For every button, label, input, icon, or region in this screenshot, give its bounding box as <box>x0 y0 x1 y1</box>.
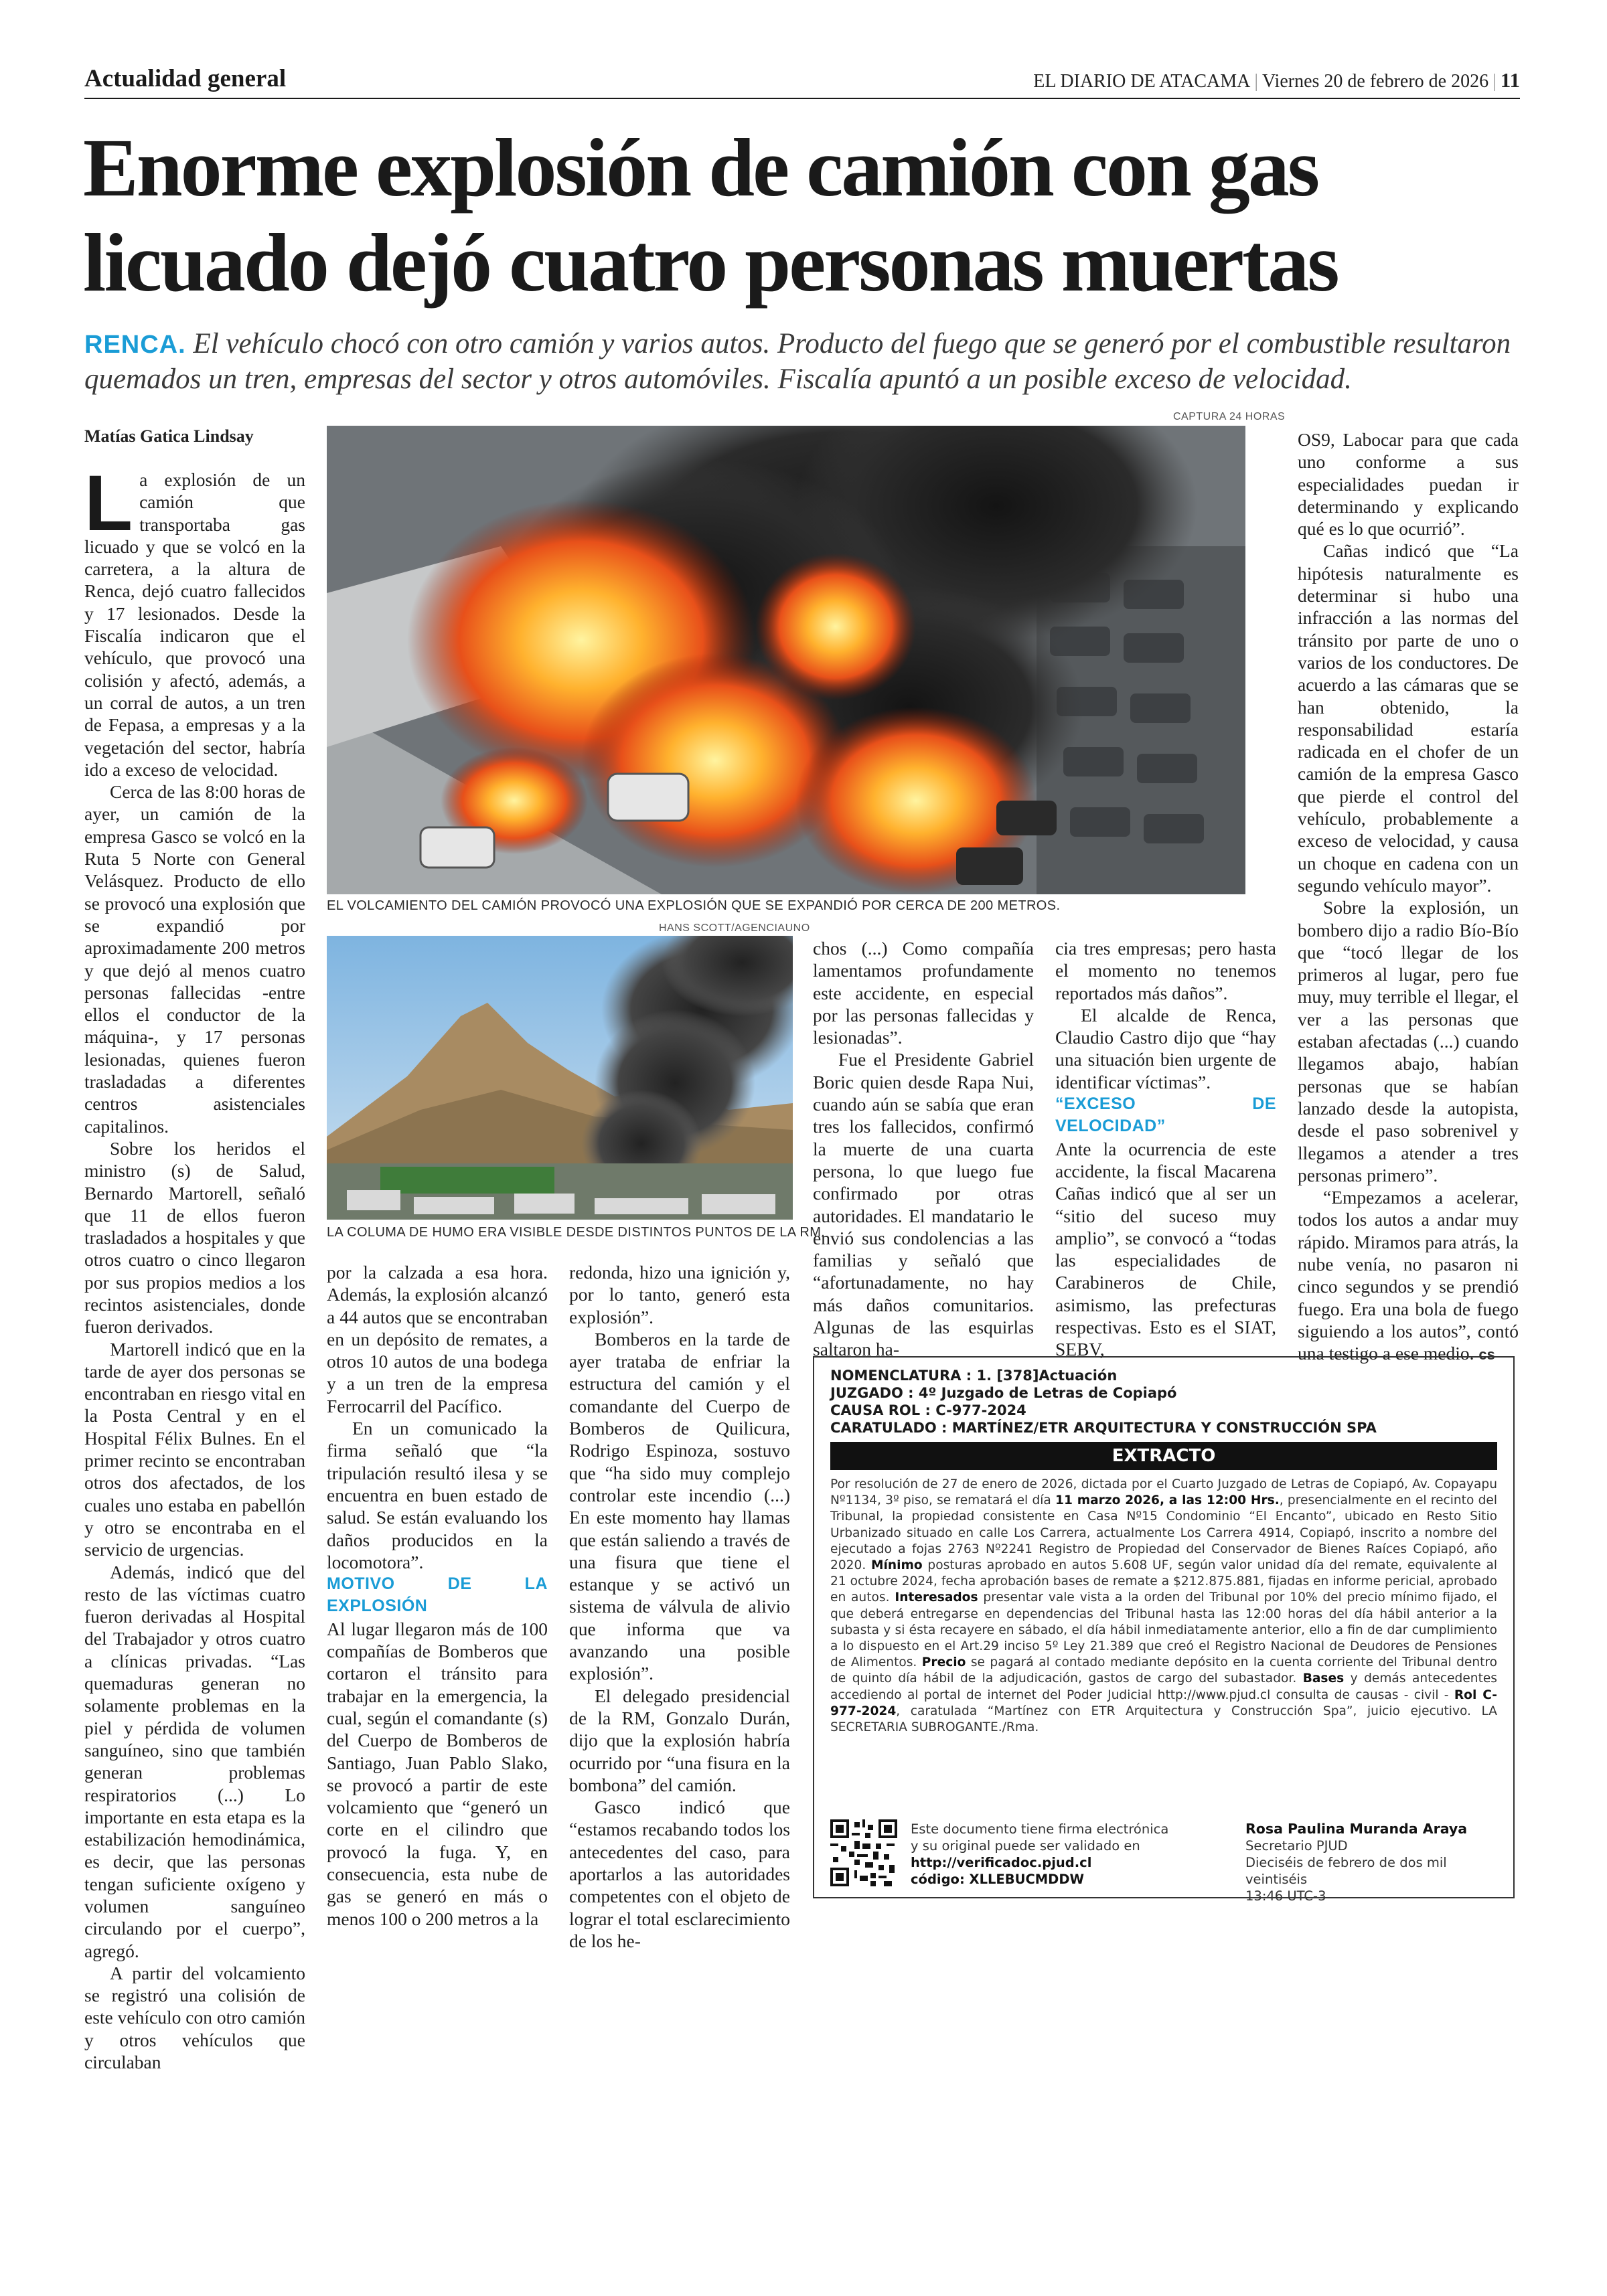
header-rule <box>84 98 1520 99</box>
signer-time: 13:46 UTC-3 <box>1245 1888 1326 1904</box>
subhead-exceso: “EXCESO DE VELOCIDAD” <box>1055 1094 1276 1136</box>
paragraph: Ante la ocurrencia de este accidente, la fiscal Macarena Cañas indicó que al ser un “sitio del suceso muy amplio”, se convocó a “todas las especialidades de Carabineros de Chile, asimismo, las prefecturas respectivas. Esto es el SIAT, SEBV, <box>1055 1138 1276 1360</box>
paragraph: por la calzada a esa hora. Además, la explosión alcanzó a 44 autos que se encontraban en un depósito de remates, a otros 10 autos de una bodega y a un tren de la empresa Ferrocarril del Pacífico. <box>327 1262 548 1416</box>
verification-info: Este documento tiene firma electrónica y su original puede ser validado en http://verificadoc.pjud.cl código: XLLEBUCMDDW <box>911 1821 1169 1887</box>
signer-info <box>1245 1821 1497 1904</box>
page-info: EL DIARIO DE ATACAMA | Viernes 20 de febrero de 2026 | 11 <box>1033 68 1520 92</box>
legal-notice <box>813 1356 1515 1904</box>
photo2-caption: LA COLUMA DE HUMO ERA VISIBLE DESDE DISTINTOS PUNTOS DE LA RM. <box>327 1225 826 1240</box>
paragraph: Cerca de las 8:00 horas de ayer, un camión de la empresa Gasco se volcó en la Ruta 5 Norte con General Velásquez. Producto de ello se provocó una explosión que se expandió por aproximadamente 200 metros y que dejó al menos cuatro personas fallecidas -entre ellos el conductor de la máquina-, y 17 personas lesionadas, quienes fueron trasladadas a diferentes centros asistenciales capitalinos. <box>84 781 305 1137</box>
deck-place: RENCA. <box>84 331 186 359</box>
paragraph: El delegado presidencial de la RM, Gonzalo Durán, dijo que la explosión habría ocurrido por “una fisura en la bombona” del camión. <box>569 1685 790 1795</box>
smoke-column-image <box>327 936 793 1220</box>
deck-text: El vehículo chocó con otro camión y varios autos. Producto del fuego que se generó por el combustible resultaron quemados un tren, empresas del sector y otros automóviles. Fiscalía apuntó a un posible exceso de velocidad. <box>84 328 1511 395</box>
subhead-motivo: MOTIVO DE LA EXPLOSIÓN <box>327 1574 548 1616</box>
paragraph: El alcalde de Renca, Claudio Castro dijo que “hay una situación bien urgente de identificar víctimas”. <box>1055 1004 1276 1092</box>
column-3-upper <box>813 937 1034 1361</box>
column-2 <box>327 1261 548 1930</box>
photo-smoke-column <box>327 936 793 1220</box>
paragraph: Además, indicó que del resto de las víctimas cuatro fueron derivadas al Hospital del Trabajador y otros cuatro a clínicas privadas. “Las quemaduras generan no solamente problemas en la piel y pérdida de volumen sanguíneo, sino que también generan problemas respiratorios (...) Lo importante en esta etapa es la estabilización hemodinámica, es decir, que las personas tengan suficiente oxígeno y volumen sanguíneo circulando por el cuerpo”, agregó. <box>84 1561 305 1961</box>
column-5 <box>1298 428 1519 1366</box>
paragraph: Sobre la explosión, un bombero dijo a radio Bío-Bío que “tocó llegar de los primeros al lugar, pero fue muy, muy terrible el llegar, el ver a las personas que estaban afectadas (...) cuando llegamos abajo, habían personas que se habían lanzado desde la autopista, desde el paso sobrenivel y llegamos a atender a tres personas primero”. <box>1298 897 1519 1185</box>
paragraph: A partir del volcamiento se registró una colisión de este vehículo con otro camión y otros vehículos que circulaban <box>84 1962 305 2073</box>
paragraph: Cañas indicó que “La hipótesis naturalmente es determinar si hubo una infracción a las normas del tránsito por parte de uno o varios de los conductores. De acuerdo a las cámaras que se han obtenido, la responsabilidad estaría radicada en el chofer de un camión de la empresa Gasco que pierde el control del vehículo, probablemente a exceso de velocidad, y causa un choque en cadena con un segundo vehículo mayor”. <box>1298 540 1519 896</box>
paragraph: redonda, hizo una ignición y, por lo tanto, generó esta explosión”. <box>569 1262 790 1327</box>
photo1-credit: CAPTURA 24 HORAS <box>1173 411 1286 422</box>
lead-paragraph: La explosión de un camión que transportaba gas licuado y que se volcó en la carretera, a la altura de Renca, dejó cuatro fallecidos y 17 lesionados. Desde la Fiscalía indicaron que el vehículo, que provocó una colisión y afectó, además, a un corral de autos, a un tren de Fepasa, a empresas y a la vegetación del sector, habría ido a exceso de velocidad. <box>84 459 305 780</box>
causa-rol: C-977-2024 <box>935 1402 1026 1418</box>
paragraph: chos (...) Como compañía lamentamos profundamente este accidente, en especial por las personas fallecidas y lesionadas”. <box>813 938 1034 1048</box>
paragraph: Martorell indicó que en la tarde de ayer dos personas se encontraban en riesgo vital en la Posta Central y en el Hospital Félix Bulnes. En el primer recinto se encontraban otros dos afectados, de los cuales uno estaba en pabellón y otro se encontraba en el servicio de urgencias. <box>84 1338 305 1560</box>
paragraph: Sobre los heridos el ministro (s) de Salud, Bernardo Martorell, señaló que 11 de ellos fueron trasladados a hospitales y que otros cuatro o cinco llegaron por sus propios medios a los recintos asistenciales, donde fueron derivados. <box>84 1137 305 1337</box>
extracto-body: Por resolución de 27 de enero de 2026, dictada por el Cuarto Juzgado de Letras de Copiapó, Av. Copayapu Nº1134, 3º piso, se rematará el día 11 marzo 2026, a las 12:00 Hrs., presencialmente en el recinto del Tribunal, la propiedad consistente en Casa Nº15 Condominio “El Encanto”, ubicado en Resto Sitio Urbanizado situado en calle Los Carrera, actualmente Los Carrera 4914, Copiapó, inscrito a nombre del ejecutado a fojas 2763 Nº2241 Registro de Propiedad del Conservador de Bienes Raíces Copiapó, año 2020. Mínimo posturas aprobado en autos 5.608 UF, según valor unidad día del remate, equivalente al 21 octubre 2024, fecha aprobación bases de remate a $212.875.881, fijadas en informe pericial, aprobado en autos. Interesados presentar vale vista a la orden del Tribunal por 10% del precio mínimo fijado, el que deberá entregarse en dependencias del Tribunal hasta las 12:00 horas del día hábil anterior a la subasta y si ésta recayere en sábado, el día hábil inmediatamente anterior, ello a fin de dar cumplimiento a lo dispuesto en el Art.29 inciso 5º Ley 21.389 que creó el Registro Nacional de Deudores de Pensiones de Alimentos. Precio se pagará al contado mediante depósito en la cuenta corriente del Tribunal dentro de quinto día hábil de la adjudicación, gastos de cargo del subastador. Bases y demás antecedentes accediendo al portal de internet del Poder Judicial http://www.pjud.cl consulta de causas - civil - Rol C-977-2024, caratulada “Martínez con ETR Arquitectura y Construcción Spa”, juicio ejecutivo. LA SECRETARIA SUBROGANTE./Rma. <box>830 1477 1498 1735</box>
photo-fire <box>327 426 1245 894</box>
paragraph: Gasco indicó que “estamos recabando todos los antecedentes del caso, para aportarlos a las autoridades competentes con el objeto de lograr el total esclarecimiento de los he- <box>569 1797 790 1951</box>
juzgado: 4º Juzgado de Letras de Copiapó <box>918 1385 1177 1401</box>
verification-code: código: XLLEBUCMDDW <box>911 1872 1085 1887</box>
paragraph: Bomberos en la tarde de ayer trataba de enfriar la estructura del camión y el comandante del Cuerpo de Bomberos de Quilicura, Rodrigo Espinoza, sostuvo que “ha sido muy complejo controlar este incendio (...) En este momento hay llamas que están saliendo a través de una fisura que tiene el estanque y se activó un sistema de válvula de alivio que informa que va avanzando una posible explosión”. <box>569 1328 790 1684</box>
caratulado: MARTÍNEZ/ETR ARQUITECTURA Y CONSTRUCCIÓN SPA <box>951 1420 1377 1436</box>
paragraph: Fue el Presidente Gabriel Boric quien desde Rapa Nui, cuando aún se sabía que eran tres los fallecidos, confirmó la muerte de una cuarta persona, lo que luego fue confirmado por otras autoridades. El mandatario le envió sus condolencias a las familias y señaló que “afortunadamente, no hay más daños comunitarios. Algunas de las esquirlas saltaron ha- <box>813 1049 1034 1360</box>
extracto-band: EXTRACTO <box>830 1442 1497 1470</box>
paragraph: “Empezamos a acelerar, todos los autos a andar muy rápido. Miramos para atrás, la nube venía, no pasaron ni cinco segundos y se prendió fuego. Era una bola de fuego siguiendo a los autos”, contó una testigo a ese medio. cs <box>1298 1187 1519 1364</box>
column-3-lower <box>569 1261 790 1952</box>
newspaper-name: EL DIARIO DE ATACAMA <box>1033 71 1251 92</box>
paragraph: cia tres empresas; pero hasta el momento no tenemos reportados más daños”. <box>1055 938 1276 1003</box>
column-4 <box>1055 937 1276 1361</box>
headline: Enorme explosión de camión con gas licuado dejó cuatro personas muertas <box>83 122 1338 309</box>
issue-date: Viernes 20 de febrero de 2026 <box>1262 71 1489 92</box>
end-mark: cs <box>1478 1346 1495 1364</box>
drop-cap: L <box>84 459 133 548</box>
legal-footer <box>830 1819 1497 1904</box>
section-title: Actualidad general <box>84 65 287 92</box>
page-number: 11 <box>1500 68 1520 92</box>
qr-code-icon <box>830 1819 897 1886</box>
verification-url[interactable]: http://verificadoc.pjud.cl <box>911 1855 1092 1870</box>
paragraph: Al lugar llegaron más de 100 compañías de Bomberos que cortaron el tránsito para trabajar en la emergencia, la cual, según el comandante (s) del Cuerpo de Bomberos de Santiago, Juan Pablo Slako, se provocó a partir de este volcamiento que “generó un corte en el cilindro que provocó la fuga. Y, en consecuencia, esta nube de gas se generó en más o menos 100 o 200 metros a la <box>327 1618 548 1929</box>
paragraph: En un comunicado la firma señaló que “la tripulación resultó ilesa y se encuentra en buen estado de salud. Se están evaluando los daños producidos en la locomotora”. <box>327 1418 548 1572</box>
photo2-credit: HANS SCOTT/AGENCIAUNO <box>659 922 810 934</box>
nomenclatura: 1. [378]Actuación <box>976 1368 1118 1384</box>
signer-date: Dieciséis de febrero de dos mil veintiséis <box>1245 1855 1447 1887</box>
photo1-caption: EL VOLCAMIENTO DEL CAMIÓN PROVOCÓ UNA EXPLOSIÓN QUE SE EXPANDIÓ POR CERCA DE 200 METROS. <box>327 898 1061 913</box>
legal-meta: NOMENCLATURA : 1. [378]Actuación JUZGADO : 4º Juzgado de Letras de Copiapó CAUSA ROL : C-977-2024 CARATULADO : MARTÍNEZ/ETR ARQUITECTURA Y CONSTRUCCIÓN SPA <box>830 1368 1377 1436</box>
paragraph: OS9, Labocar para que cada uno conforme a sus especialidades puedan ir determinando y explicando qué es lo que ocurrió”. <box>1298 429 1519 540</box>
deck <box>84 327 1517 397</box>
signer-role: Secretario PJUD <box>1245 1838 1348 1854</box>
signer-name: Rosa Paulina Muranda Araya <box>1245 1821 1468 1837</box>
column-1 <box>84 459 305 2073</box>
fire-scene-image <box>327 426 1245 894</box>
byline: Matías Gatica Lindsay <box>84 426 254 446</box>
